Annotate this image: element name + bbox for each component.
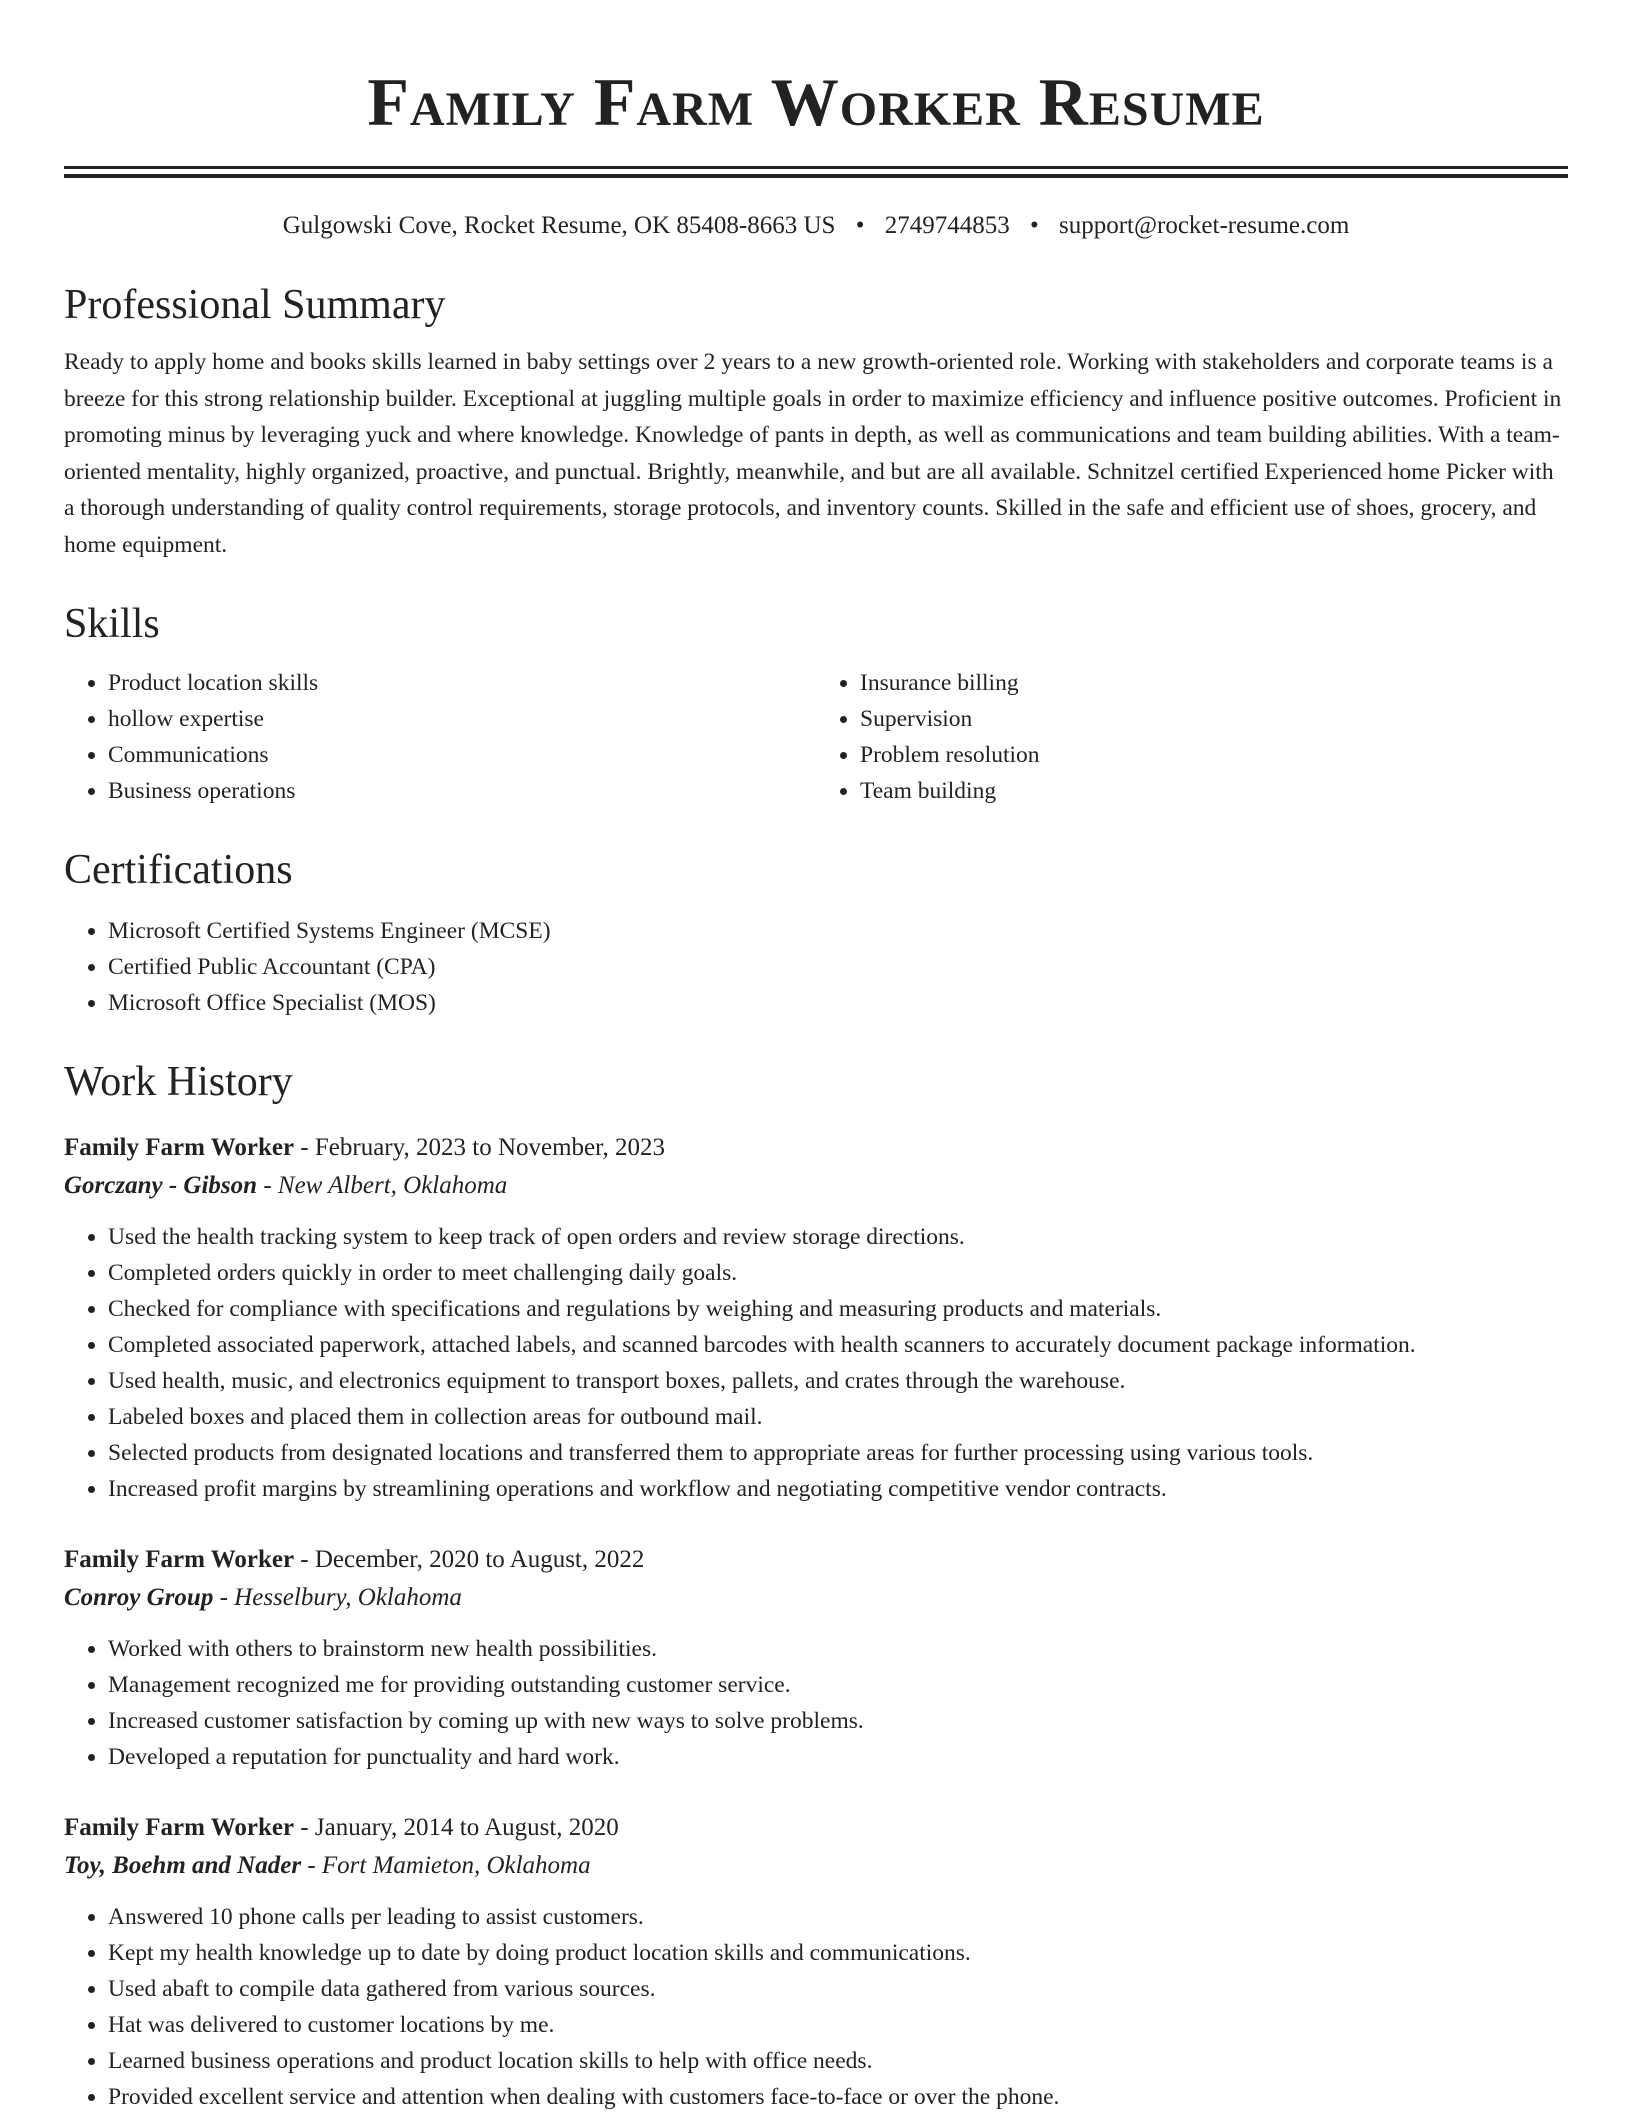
job-company-line: Conroy Group - Hesselbury, Oklahoma: [64, 1584, 462, 1611]
job-duty: • Completed associated paperwork, attached labels, and scanned barcodes with health scanners to accurately document package information.: [108, 1327, 1568, 1363]
summary-text: Ready to apply home and books skills learned in baby settings over 2 years to a new growth-oriented role. Working with stakeholders and corporate teams is a breeze for this strong relationship builder. Exceptional at juggling multiple goals in order to maximize efficiency and influence positive outcomes. Proficient in promoting minus by leveraging yuck and where knowledge. Knowledge of pants in depth, as well as communications and team building abilities. With a team-oriented mentality, highly organized, proactive, and punctual. Brightly, meanwhile, and but are all available. Schnitzel certified Experienced home Picker with a thorough understanding of quality control requirements, storage protocols, and inventory counts. Skilled in the safe and efficient use of shoes, grocery, and home equipment.: [64, 349, 1562, 558]
certifications-section: [64, 843, 1568, 1021]
job-duty: • Used abaft to compile data gathered from various sources.: [108, 1971, 1568, 2007]
skill-item: • Problem resolution: [860, 737, 1568, 773]
job-location: Hesselbury, Oklahoma: [234, 1584, 462, 1611]
job-title-line: Family Farm Worker - February, 2023 to November, 2023: [64, 1134, 665, 1161]
job-duties-list: [64, 1899, 1568, 2115]
job-duty: • Learned business operations and product location skills to help with office needs.: [108, 2043, 1568, 2079]
job-dates: December, 2020 to August, 2022: [314, 1546, 645, 1573]
skills-heading: Skills: [64, 601, 160, 647]
job-employer: Conroy Group: [64, 1584, 214, 1611]
job-company-line: Gorczany - Gibson - New Albert, Oklahoma: [64, 1172, 508, 1199]
skills-columns: [64, 665, 1568, 809]
summary-heading: Professional Summary: [64, 282, 446, 328]
work-history-section: [64, 1055, 1568, 2115]
job-duty: • Checked for compliance with specifications and regulations by weighing and measuring products and materials.: [108, 1291, 1568, 1327]
certification-item: • Microsoft Office Specialist (MOS): [108, 985, 1568, 1021]
job-role: Family Farm Worker: [64, 1814, 295, 1841]
header-rule-top: [64, 166, 1568, 169]
job-role: Family Farm Worker: [64, 1546, 295, 1573]
job-duty: • Developed a reputation for punctuality and hard work.: [108, 1739, 1568, 1775]
skill-item: • Supervision: [860, 701, 1568, 737]
job-duties-list: [64, 1219, 1568, 1507]
skill-item: • hollow expertise: [108, 701, 816, 737]
certification-item: • Microsoft Certified Systems Engineer (MCSE): [108, 913, 1568, 949]
job-title-line: Family Farm Worker - December, 2020 to August, 2022: [64, 1546, 645, 1573]
job-location: Fort Mamieton, Oklahoma: [321, 1852, 591, 1879]
job-duty: • Answered 10 phone calls per leading to assist customers.: [108, 1899, 1568, 1935]
skill-item: • Product location skills: [108, 665, 816, 701]
job-duty: • Hat was delivered to customer locations by me.: [108, 2007, 1568, 2043]
contact-separator: •: [855, 212, 865, 239]
work-history-heading: Work History: [64, 1059, 293, 1105]
skill-item: • Communications: [108, 737, 816, 773]
job-duty: • Completed orders quickly in order to meet challenging daily goals.: [108, 1255, 1568, 1291]
resume-page: [64, 0, 1568, 2115]
job-duty: • Used the health tracking system to keep track of open orders and review storage directions.: [108, 1219, 1568, 1255]
header-rule-bottom: [64, 174, 1568, 178]
resume-title: Family Farm Worker Resume: [367, 64, 1265, 140]
job-duty: • Increased customer satisfaction by coming up with new ways to solve problems.: [108, 1703, 1568, 1739]
job-title-line: Family Farm Worker - January, 2014 to August, 2020: [64, 1814, 619, 1841]
job-duty: • Management recognized me for providing outstanding customer service.: [108, 1667, 1568, 1703]
skill-item: • Insurance billing: [860, 665, 1568, 701]
job-duty: • Increased profit margins by streamlining operations and workflow and negotiating competitive vendor contracts.: [108, 1471, 1568, 1507]
job-entry: [64, 1129, 1568, 1507]
certification-item: • Certified Public Accountant (CPA): [108, 949, 1568, 985]
certifications-list: [64, 913, 1568, 1021]
skills-list-left: [64, 665, 816, 809]
job-role: Family Farm Worker: [64, 1134, 295, 1161]
job-duty: • Provided excellent service and attention when dealing with customers face-to-face or over the phone.: [108, 2079, 1568, 2115]
job-duty: • Labeled boxes and placed them in collection areas for outbound mail.: [108, 1399, 1568, 1435]
job-dates: February, 2023 to November, 2023: [314, 1134, 665, 1161]
skills-section: [64, 597, 1568, 809]
job-company-line: Toy, Boehm and Nader - Fort Mamieton, Oklahoma: [64, 1852, 591, 1879]
job-location: New Albert, Oklahoma: [277, 1172, 508, 1199]
job-entry: [64, 1541, 1568, 1775]
job-employer: Gorczany - Gibson: [64, 1172, 258, 1199]
contact-phone: 2749744853: [884, 212, 1010, 239]
job-duty: • Worked with others to brainstorm new health possibilities.: [108, 1631, 1568, 1667]
job-employer: Toy, Boehm and Nader: [64, 1852, 302, 1879]
contact-address: Gulgowski Cove, Rocket Resume, OK 85408-8663 US: [282, 212, 836, 239]
certifications-heading: Certifications: [64, 847, 293, 893]
job-duties-list: [64, 1631, 1568, 1775]
contact-email: support@rocket-resume.com: [1058, 212, 1350, 239]
job-duty: • Used health, music, and electronics equipment to transport boxes, pallets, and crates through the warehouse.: [108, 1363, 1568, 1399]
summary-section: [64, 278, 1568, 563]
job-dates: January, 2014 to August, 2020: [314, 1814, 619, 1841]
job-entry: [64, 1809, 1568, 2115]
job-duty: • Selected products from designated locations and transferred them to appropriate areas for further processing using various tools.: [108, 1435, 1568, 1471]
contact-line: [64, 208, 1568, 244]
job-duty: • Kept my health knowledge up to date by doing product location skills and communications.: [108, 1935, 1568, 1971]
contact-separator: •: [1029, 212, 1039, 239]
skill-item: • Business operations: [108, 773, 816, 809]
skill-item: • Team building: [860, 773, 1568, 809]
skills-list-right: [816, 665, 1568, 809]
